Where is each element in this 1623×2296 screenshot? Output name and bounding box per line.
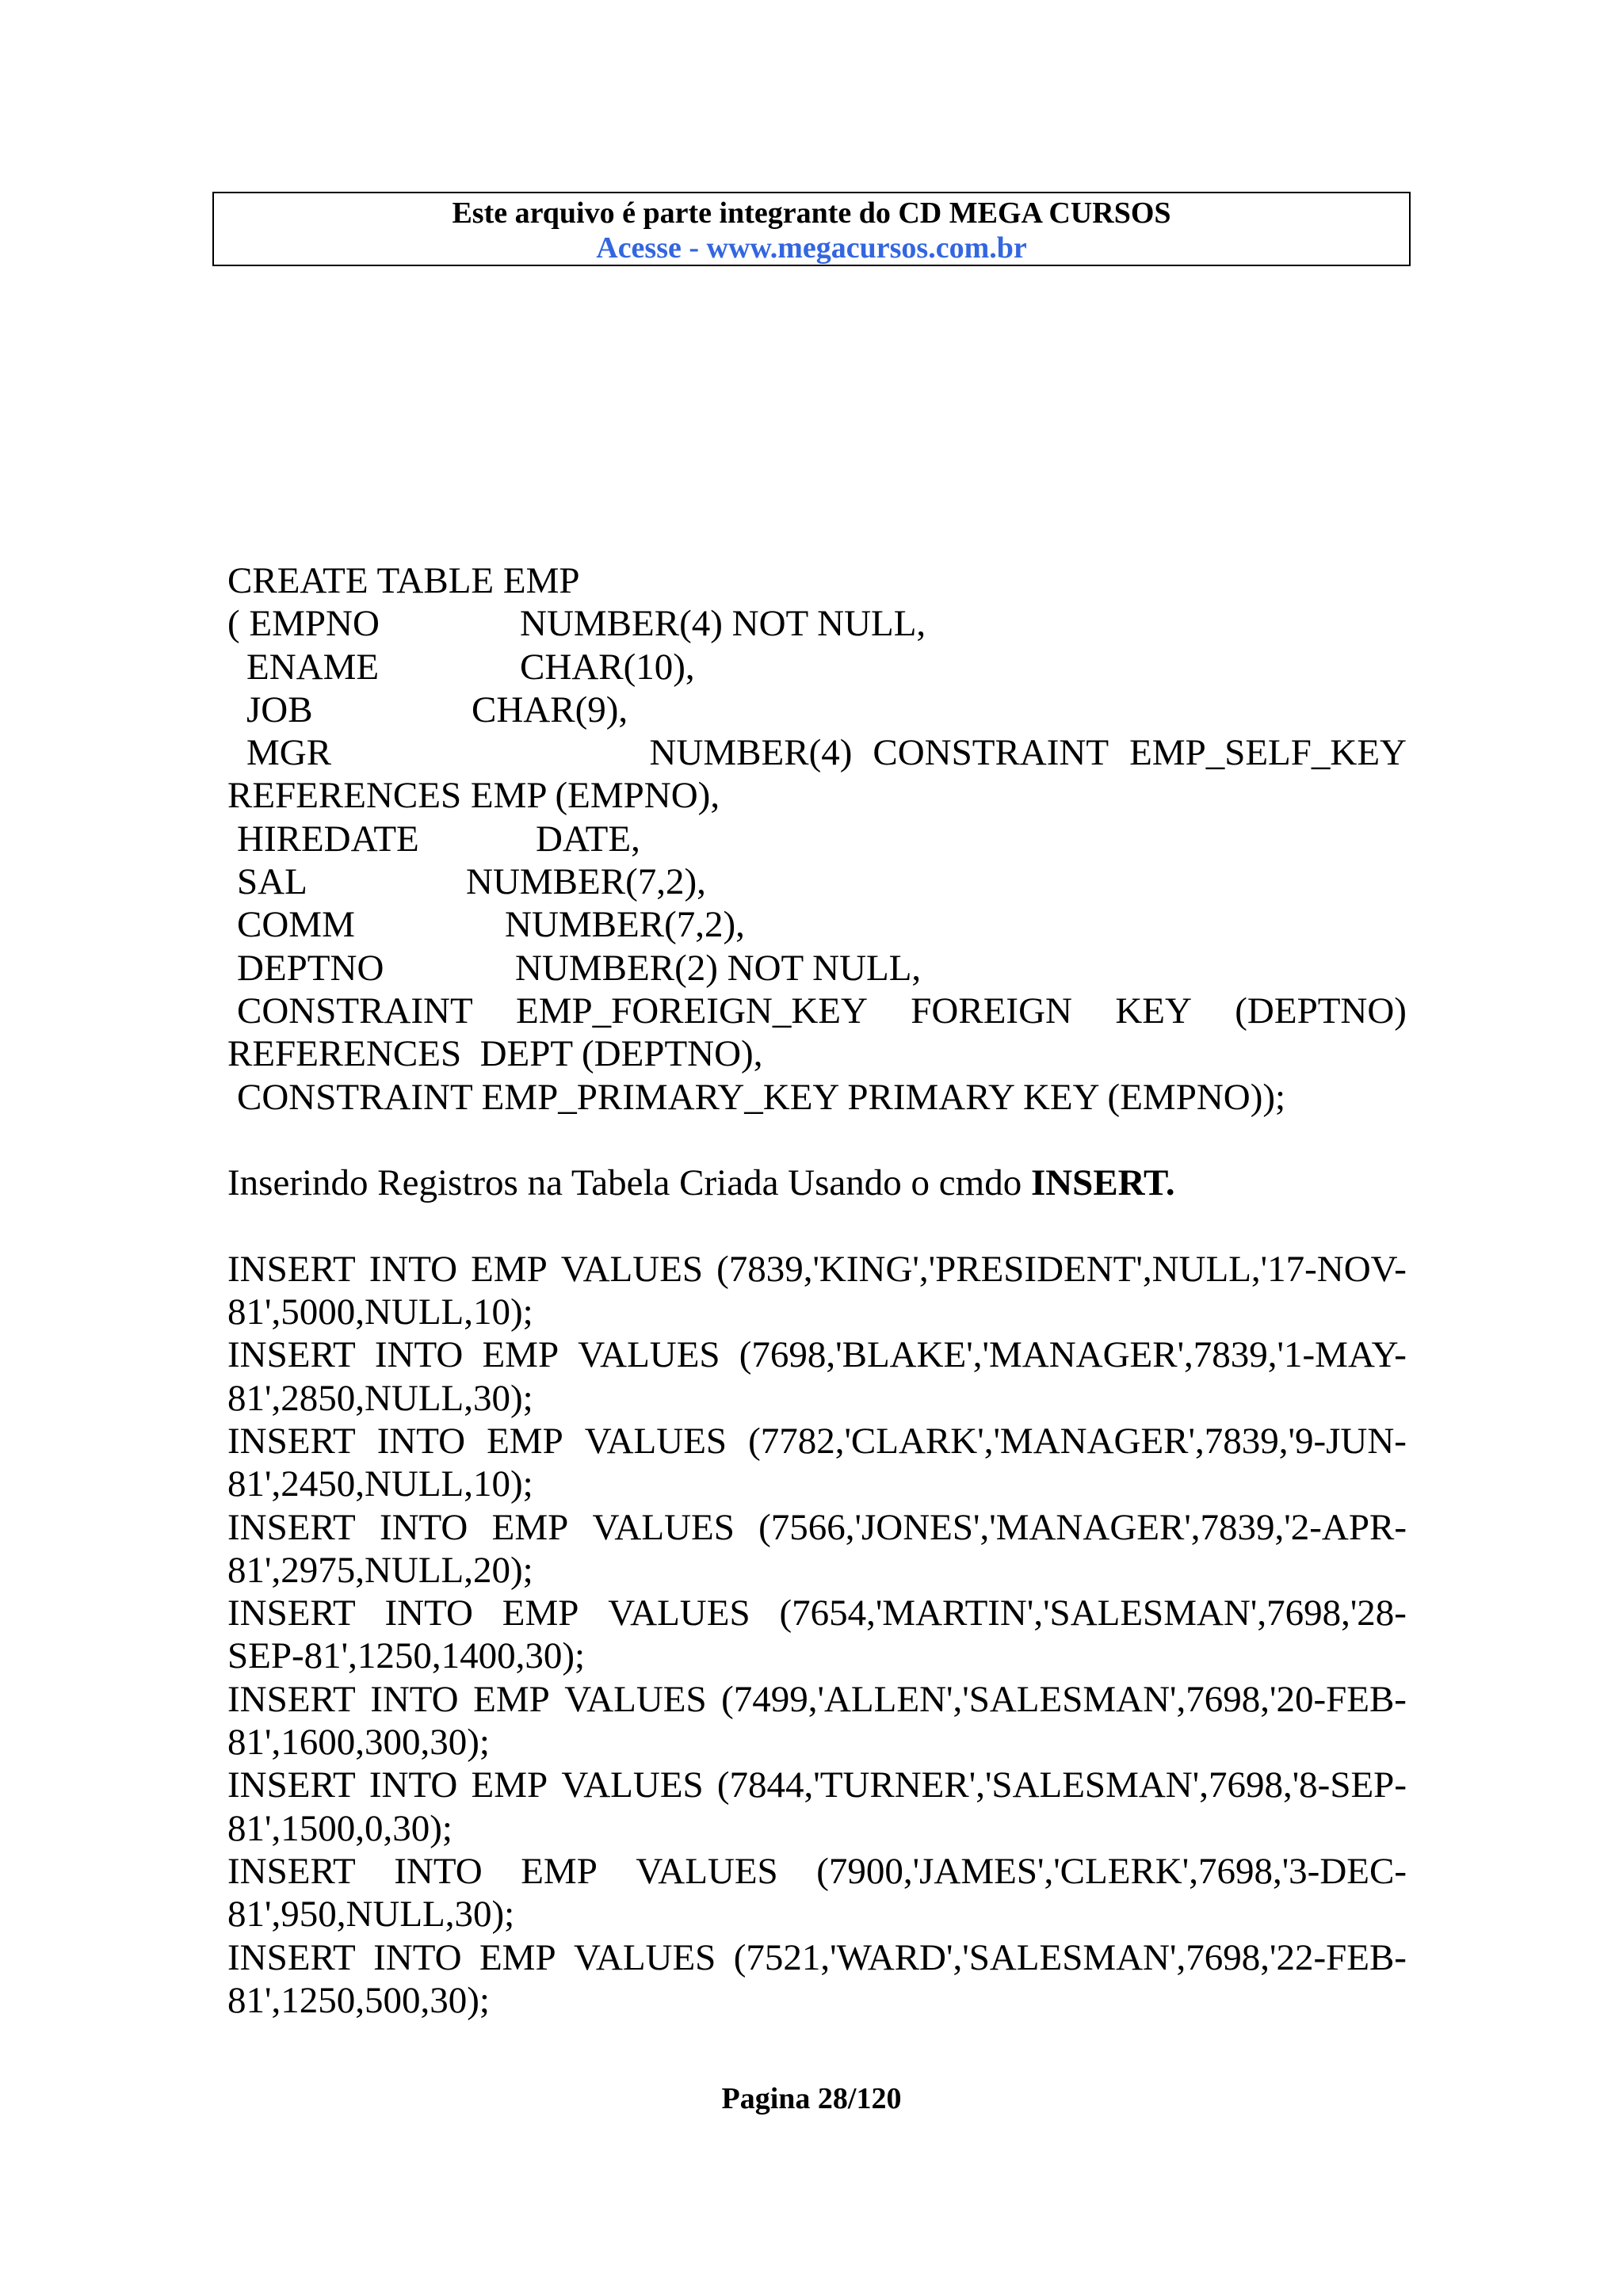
document-body [227, 559, 1407, 2022]
column-hiredate: HIREDATE DATE, [237, 818, 640, 860]
column-mgr-references: REFERENCES EMP (EMPNO), [227, 775, 720, 817]
column-job: JOB CHAR(9), [246, 688, 628, 730]
insert-statement-continuation: 81',1600,300,30); [227, 1722, 490, 1764]
column-comm: COMM NUMBER(7,2), [237, 904, 745, 946]
insert-statements [227, 1248, 1407, 2022]
insert-statement-continuation: SEP-81',1250,1400,30); [227, 1635, 586, 1677]
create-table-title: CREATE TABLE EMP [227, 560, 580, 601]
insert-statement: INSERT INTO EMP VALUES (7844,'TURNER','SALESMAN',7698,'8-SEP- [227, 1764, 1407, 1806]
insert-statement: INSERT INTO EMP VALUES (7698,'BLAKE','MANAGER',7839,'1-MAY- [227, 1334, 1407, 1376]
insert-statement-continuation: 81',950,NULL,30); [227, 1894, 515, 1936]
column-empno: ( EMPNO NUMBER(4) NOT NULL, [227, 603, 926, 645]
insert-section-intro: Inserindo Registros na Tabela Criada Usando o cmdo INSERT. [227, 1162, 1175, 1204]
column-ename: ENAME CHAR(10), [246, 646, 695, 688]
header-link[interactable]: Acesse - www.megacursos.com.br [596, 231, 1027, 265]
page-number: Pagina 28/120 [721, 2082, 902, 2115]
insert-statement: INSERT INTO EMP VALUES (7900,'JAMES','CLERK',7698,'3-DEC- [227, 1850, 1407, 1892]
insert-statement-continuation: 81',5000,NULL,10); [227, 1291, 533, 1333]
insert-statement: INSERT INTO EMP VALUES (7566,'JONES','MANAGER',7839,'2-APR- [227, 1506, 1407, 1548]
insert-statement: INSERT INTO EMP VALUES (7839,'KING','PRESIDENT',NULL,'17-NOV- [227, 1248, 1407, 1290]
insert-statement-continuation: 81',1250,500,30); [227, 1979, 490, 2021]
constraint-primary-key: CONSTRAINT EMP_PRIMARY_KEY PRIMARY KEY (EMPNO)); [237, 1076, 1286, 1118]
column-deptno: DEPTNO NUMBER(2) NOT NULL, [237, 947, 922, 989]
insert-statement: INSERT INTO EMP VALUES (7654,'MARTIN','SALESMAN',7698,'28- [227, 1592, 1407, 1634]
header-banner [212, 192, 1411, 266]
insert-statement: INSERT INTO EMP VALUES (7521,'WARD','SALESMAN',7698,'22-FEB- [227, 1936, 1407, 1978]
column-sal: SAL NUMBER(7,2), [237, 861, 706, 903]
insert-keyword: INSERT. [1030, 1162, 1175, 1204]
insert-statement: INSERT INTO EMP VALUES (7499,'ALLEN','SALESMAN',7698,'20-FEB- [227, 1678, 1407, 1720]
column-mgr: MGR NUMBER(4) CONSTRAINT EMP_SELF_KEY [246, 732, 1407, 774]
insert-statement-continuation: 81',2450,NULL,10); [227, 1463, 533, 1505]
insert-statement: INSERT INTO EMP VALUES (7782,'CLARK','MANAGER',7839,'9-JUN- [227, 1420, 1407, 1462]
header-line-1: Este arquivo é parte integrante do CD MEGA CURSOS [452, 196, 1171, 230]
insert-statement-continuation: 81',2975,NULL,20); [227, 1549, 533, 1591]
insert-statement-continuation: 81',2850,NULL,30); [227, 1377, 533, 1419]
constraint-foreign-key: CONSTRAINT EMP_FOREIGN_KEY FOREIGN KEY (DEPTNO) [237, 990, 1407, 1032]
constraint-foreign-key-references: REFERENCES DEPT (DEPTNO), [227, 1033, 763, 1075]
insert-statement-continuation: 81',1500,0,30); [227, 1807, 453, 1849]
